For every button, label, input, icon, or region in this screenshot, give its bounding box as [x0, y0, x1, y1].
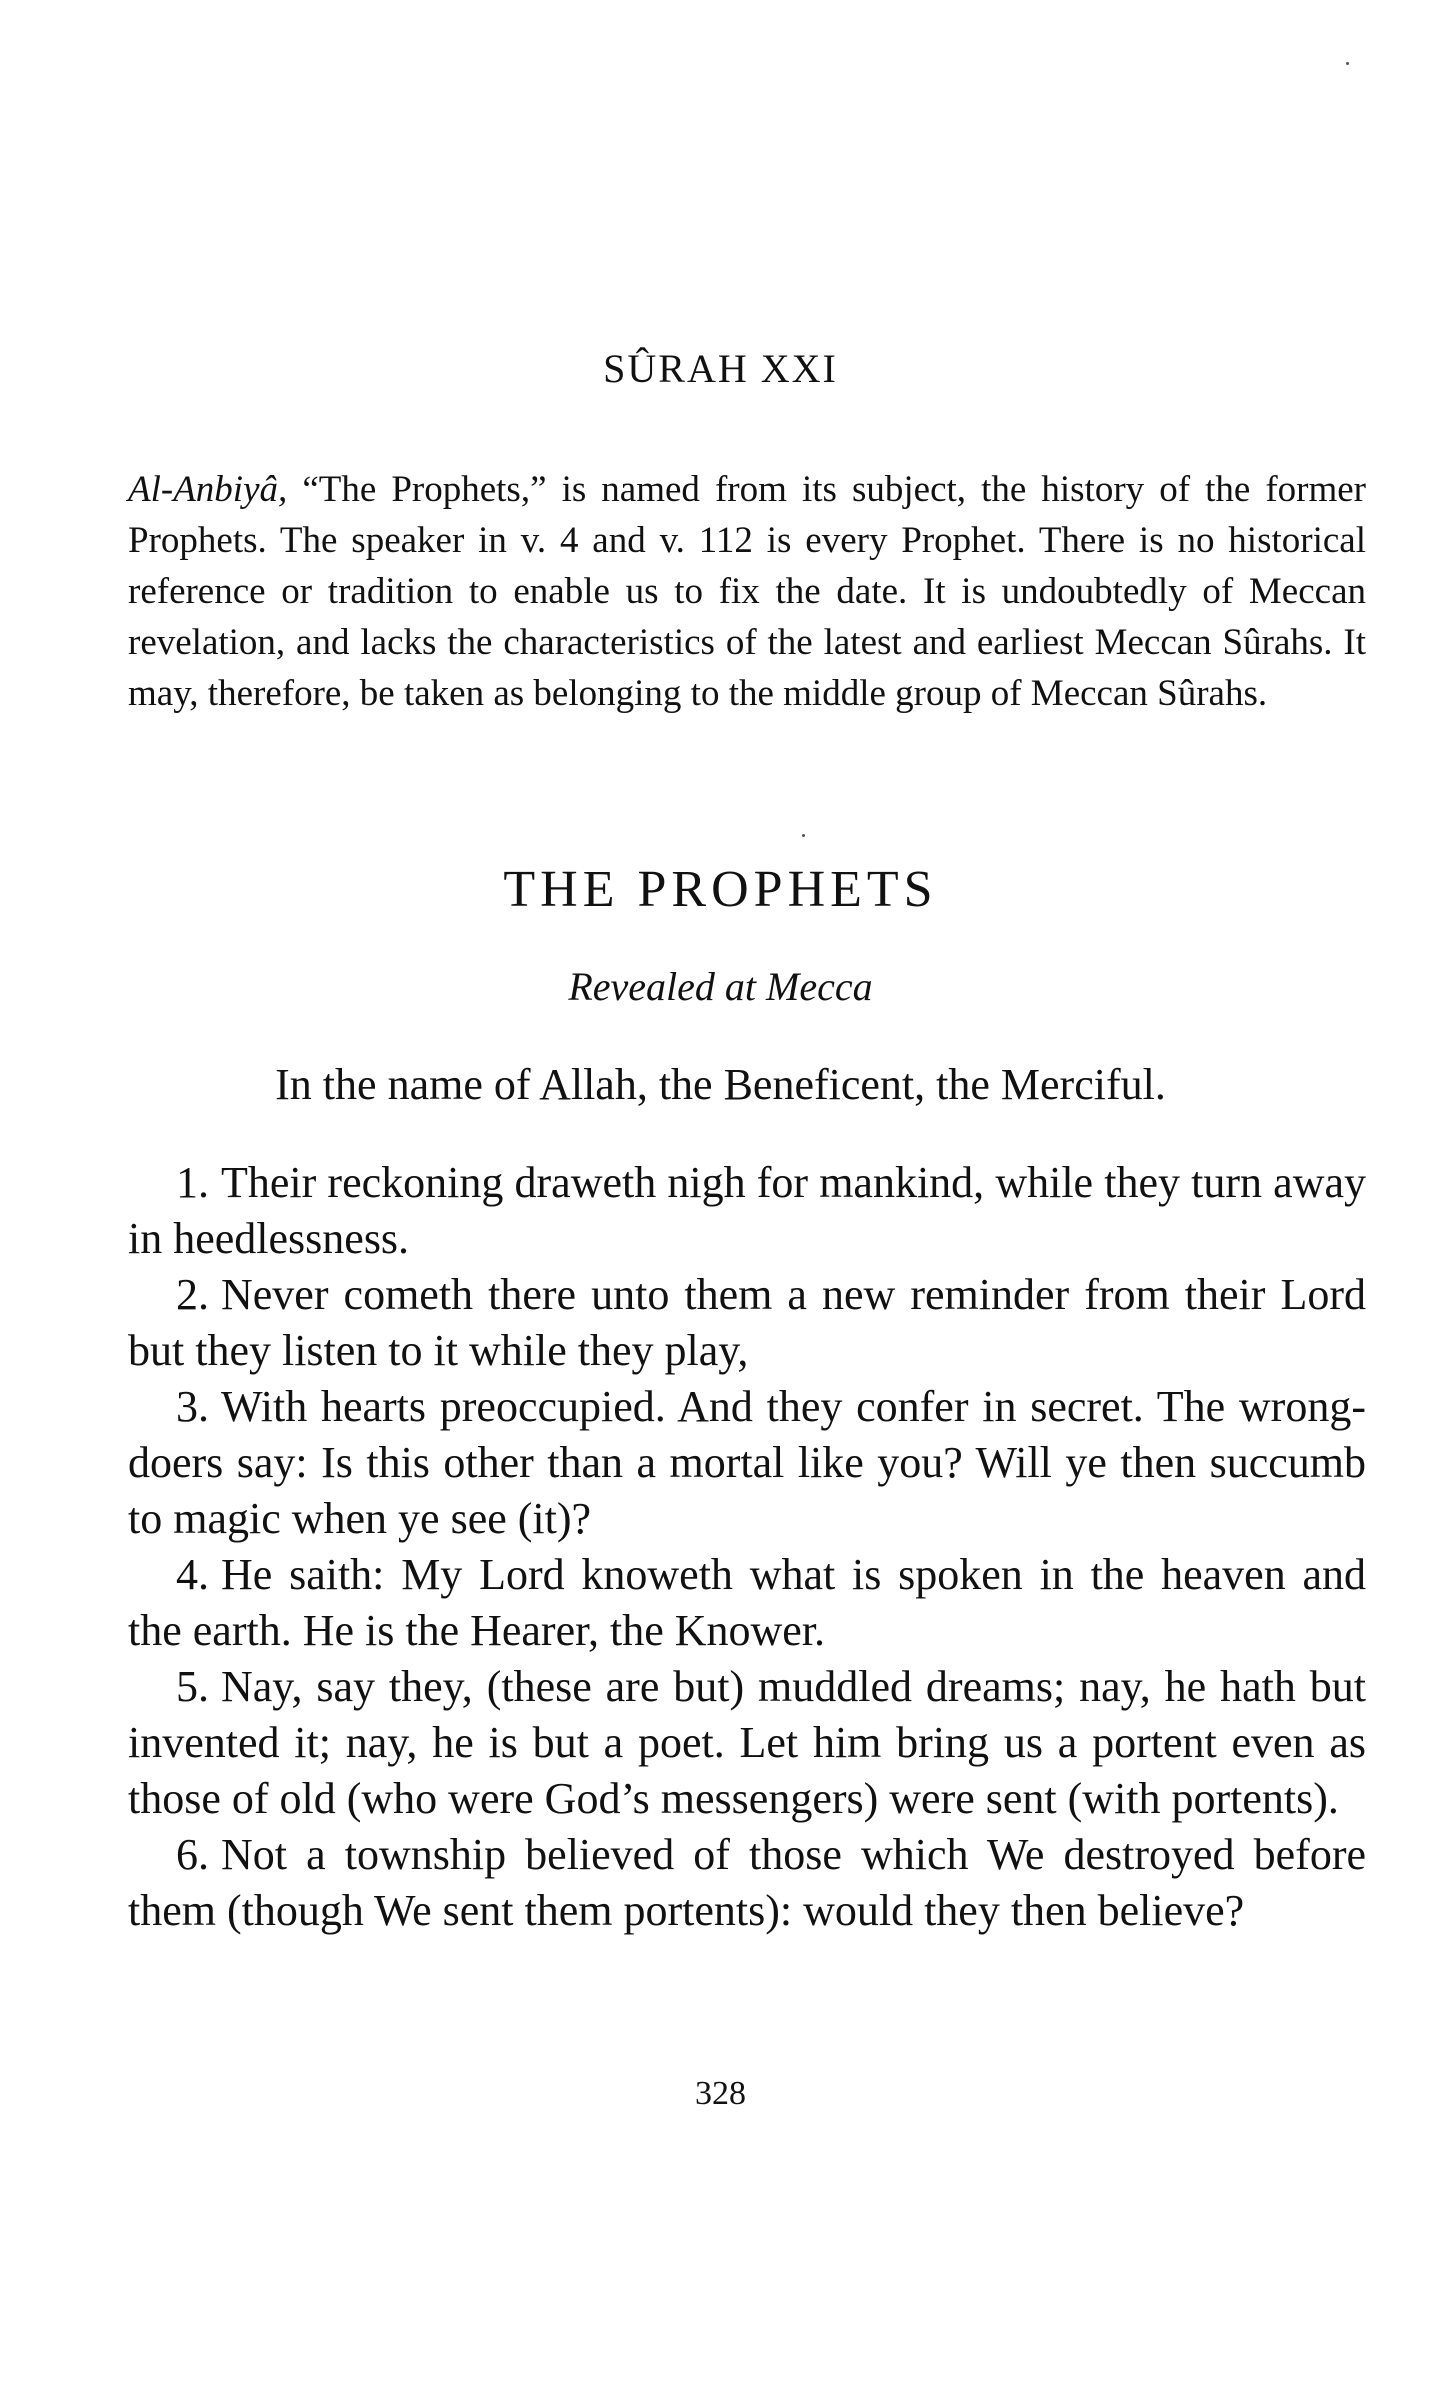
verse-text: With hearts preoccupied. And they confer in secret. The wrong-doers say: Is this other than a mortal like you? Will ye then succumb to magic when ye see (it)? — [128, 1382, 1366, 1543]
verse-number: 4. — [176, 1550, 209, 1599]
verse-2 — [128, 1267, 1366, 1379]
verse-text: Not a township believed of those which We destroyed before them (though We sent them portents): would they then believe? — [128, 1830, 1366, 1935]
chapter-title: THE PROPHETS — [503, 861, 938, 918]
verse-text: Never cometh there unto them a new reminder from their Lord but they listen to it while they play, — [128, 1270, 1366, 1375]
verse-6 — [128, 1827, 1366, 1939]
invocation: In the name of Allah, the Beneficent, the Merciful. — [275, 1060, 1166, 1109]
verse-number: 1. — [176, 1158, 209, 1207]
verse-5 — [128, 1659, 1366, 1827]
paper-speck — [802, 834, 805, 837]
verse-number: 5. — [176, 1662, 209, 1711]
verse-number: 3. — [176, 1382, 209, 1431]
verse-1 — [128, 1155, 1366, 1267]
verse-4 — [128, 1547, 1366, 1659]
paper-speck — [1346, 62, 1349, 65]
surah-introduction — [128, 464, 1366, 719]
verse-number: 6. — [176, 1830, 209, 1879]
verse-number: 2. — [176, 1270, 209, 1319]
revelation-place: Revealed at Mecca — [568, 964, 873, 1009]
intro-title: Al-Anbiyâ, — [128, 469, 288, 510]
page-number: 328 — [695, 2075, 746, 2112]
verse-text: Their reckoning draweth nigh for mankind, while they turn away in heedlessness. — [128, 1158, 1366, 1263]
verse-list — [128, 1155, 1366, 1939]
verse-3 — [128, 1379, 1366, 1547]
verse-text: He saith: My Lord knoweth what is spoken in the heaven and the earth. He is the Hearer, the Knower. — [128, 1550, 1366, 1655]
verse-text: Nay, say they, (these are but) muddled dreams; nay, he hath but invented it; nay, he is but a poet. Let him bring us a portent even as those of old (who were God’s messengers) were sent (with portents). — [128, 1662, 1366, 1823]
surah-heading: SÛRAH XXI — [603, 346, 838, 391]
intro-text: “The Prophets,” is named from its subject, the history of the former Prophets. The speaker in v. 4 and v. 112 is every Prophet. There is no historical reference or tradition to enable us to fix the date. It is undoubtedly of Meccan revelation, and lacks the characteristics of the latest and earliest Meccan Sûrahs. It may, therefore, be taken as belonging to the middle group of Meccan Sûrahs. — [128, 469, 1366, 714]
